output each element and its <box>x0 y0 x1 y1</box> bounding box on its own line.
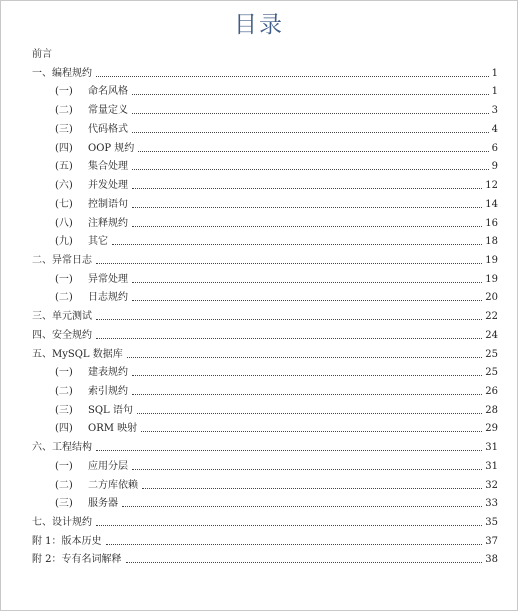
toc-entry[interactable] <box>32 44 498 61</box>
toc-entry-number: (四) <box>55 423 73 435</box>
toc-entry-label: ORM 映射 <box>88 423 138 435</box>
toc-page-number: 31 <box>485 442 498 454</box>
toc-entry[interactable] <box>55 138 498 155</box>
toc-entry-label: SQL 语句 <box>88 404 133 416</box>
toc-entry-label: 附 2：专有名词解释 <box>32 554 122 566</box>
toc-entry-number: (一) <box>55 460 73 472</box>
toc-page-number: 32 <box>485 479 498 491</box>
toc-dot-leader <box>96 449 482 451</box>
toc-entry[interactable] <box>32 531 498 548</box>
toc-entry-label: 五、MySQL 数据库 <box>32 348 123 360</box>
toc-entry-label: 三、单元测试 <box>32 311 92 323</box>
toc-dot-leader <box>132 168 489 170</box>
toc-entry[interactable] <box>32 549 498 566</box>
toc-page-number: 16 <box>485 217 498 229</box>
toc-entry-number: (三) <box>55 404 73 416</box>
toc-entry[interactable] <box>55 475 498 492</box>
toc-dot-leader <box>132 374 482 376</box>
toc-entry[interactable] <box>55 213 498 230</box>
toc-page-number: 38 <box>485 554 498 566</box>
toc-entry-label: 一、编程规约 <box>32 67 92 79</box>
toc-entry-number: (九) <box>55 236 73 248</box>
toc-dot-leader <box>132 206 482 208</box>
toc-dot-leader <box>132 131 489 133</box>
toc-dot-leader <box>106 543 483 545</box>
toc-page-number: 33 <box>485 498 498 510</box>
toc-entry-number: (三) <box>55 498 73 510</box>
toc-page-number: 6 <box>491 142 498 154</box>
toc-page-number: 20 <box>485 292 498 304</box>
toc-entry[interactable] <box>32 306 498 323</box>
toc-page-number: 3 <box>491 105 498 117</box>
toc-dot-leader <box>138 150 488 152</box>
toc-dot-leader <box>132 281 482 283</box>
toc-entry-label: 六、工程结构 <box>32 442 92 454</box>
toc-page-number: 25 <box>485 367 498 379</box>
toc-dot-leader <box>132 393 482 395</box>
toc-entry-label: 注释规约 <box>88 217 128 229</box>
toc-entry-number: (八) <box>55 217 73 229</box>
toc-entry[interactable] <box>32 325 498 342</box>
toc-entry-label: 常量定义 <box>88 105 128 117</box>
toc-entry-number: (二) <box>55 105 73 117</box>
toc-entry-number: (五) <box>55 161 73 173</box>
toc-entry[interactable] <box>55 269 498 286</box>
toc-entry-number: (二) <box>55 292 73 304</box>
toc-entry-label: 其它 <box>88 236 108 248</box>
toc-dot-leader <box>132 225 482 227</box>
toc-entry-label: 四、安全规约 <box>32 329 92 341</box>
toc-entry-number: (六) <box>55 180 73 191</box>
toc-entry[interactable] <box>32 63 498 80</box>
toc-page-number: 35 <box>485 517 498 528</box>
toc-entry[interactable] <box>55 100 498 117</box>
toc-entry[interactable] <box>55 381 498 398</box>
toc-entry[interactable] <box>55 119 498 136</box>
toc-entry[interactable] <box>55 287 498 304</box>
toc-page-number: 22 <box>485 311 498 323</box>
toc-entry-label: 附 1：版本历史 <box>32 535 102 547</box>
toc-entry-label: 应用分层 <box>88 460 128 472</box>
toc-page-number: 25 <box>485 348 498 360</box>
toc-entry-label: 建表规约 <box>88 367 128 379</box>
toc-entry[interactable] <box>32 512 498 529</box>
toc-page-number: 26 <box>485 386 498 397</box>
toc-dot-leader <box>132 299 482 301</box>
toc-dot-leader <box>137 412 482 414</box>
toc-dot-leader <box>126 561 483 563</box>
toc-dot-leader <box>127 356 483 358</box>
toc-entry-label: 二、异常日志 <box>32 254 92 266</box>
toc-entry-label: 集合处理 <box>88 161 128 173</box>
toc-page-number: 1 <box>491 86 498 98</box>
toc-entry[interactable] <box>55 400 498 417</box>
toc-page-number: 29 <box>485 423 498 435</box>
toc-entry-label: 服务器 <box>88 498 118 510</box>
toc-entry[interactable] <box>55 418 498 435</box>
toc-entry-label: OOP 规约 <box>88 142 135 154</box>
toc-entry-label: 二方库依赖 <box>88 479 138 491</box>
toc-dot-leader <box>132 187 482 189</box>
toc-dot-leader <box>96 262 482 264</box>
toc-page-number: 28 <box>485 404 498 416</box>
toc-entry-number: (一) <box>55 273 73 285</box>
toc-entry[interactable] <box>32 437 498 454</box>
toc-page-number: 24 <box>485 329 498 341</box>
toc-page-number: 18 <box>485 236 498 248</box>
toc-entry-label: 前言 <box>32 49 52 60</box>
toc-entry[interactable] <box>55 456 498 473</box>
toc-entry-number: (二) <box>55 386 73 397</box>
toc-dot-leader <box>141 430 482 432</box>
toc-entry-number: (四) <box>55 142 73 154</box>
toc-page-number: 12 <box>485 180 498 191</box>
toc-page-number: 19 <box>485 273 498 285</box>
toc-entry[interactable] <box>55 231 498 248</box>
toc-dot-leader <box>112 243 482 245</box>
toc-dot-leader <box>96 318 482 320</box>
toc-entry[interactable] <box>55 362 498 379</box>
toc-dot-leader <box>96 524 482 526</box>
toc-dot-leader <box>132 468 482 470</box>
toc-page-number: 37 <box>485 535 498 547</box>
toc-entry-number: (三) <box>55 123 73 135</box>
toc-entry-number: (二) <box>55 479 73 491</box>
toc-entry-number: (七) <box>55 198 73 210</box>
toc-title: 目录 <box>234 12 284 38</box>
toc-entry[interactable] <box>55 493 498 510</box>
toc-page-number: 9 <box>491 161 498 173</box>
toc-dot-leader <box>122 505 482 507</box>
toc-page-number: 14 <box>485 198 498 210</box>
toc-entry-label: 异常处理 <box>88 273 128 285</box>
toc-page-number: 1 <box>491 67 498 79</box>
toc-entry-label: 索引规约 <box>88 386 128 397</box>
toc-entry[interactable] <box>55 194 498 211</box>
toc-entry-label: 控制语句 <box>88 198 128 210</box>
toc-entry-number: (一) <box>55 86 73 98</box>
toc-entry[interactable] <box>55 81 498 98</box>
toc-page-number: 19 <box>485 254 498 266</box>
toc-dot-leader <box>96 75 489 77</box>
toc-page-number: 31 <box>485 460 498 472</box>
toc-entry-label: 命名风格 <box>88 86 128 98</box>
toc-entry-label: 日志规约 <box>88 292 128 304</box>
toc-dot-leader <box>132 93 489 95</box>
toc-entry-label: 七、设计规约 <box>32 517 92 528</box>
toc-dot-leader <box>132 112 489 114</box>
toc-dot-leader <box>96 337 482 339</box>
toc-entry-label: 代码格式 <box>88 123 128 135</box>
toc-entry[interactable] <box>32 344 498 361</box>
toc-entry[interactable] <box>32 250 498 267</box>
toc-entry[interactable] <box>55 156 498 173</box>
toc-entry[interactable] <box>55 175 498 192</box>
toc-page-number: 4 <box>491 123 498 135</box>
toc-dot-leader <box>142 487 482 489</box>
toc-entry-label: 并发处理 <box>88 180 128 191</box>
toc-entry-number: (一) <box>55 367 73 379</box>
